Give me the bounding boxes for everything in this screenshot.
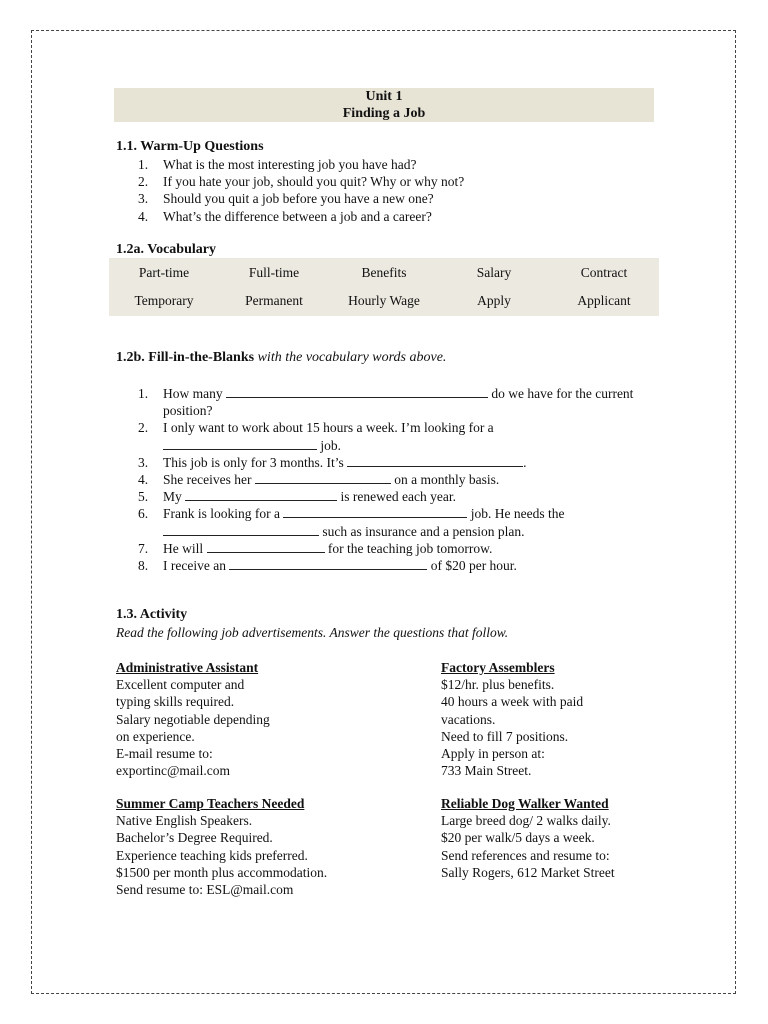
list-item: 4. What’s the difference between a job and a career?: [138, 208, 432, 224]
list-item: 6. Frank is looking for a job. He needs the such as insurance and a pension plan.: [138, 506, 565, 539]
list-item: 3. Should you quit a job before you have a new one?: [138, 191, 434, 207]
list-item: 8. I receive an of $20 per hour.: [138, 558, 517, 574]
warmup-list: [138, 156, 638, 225]
job-ad-title: Summer Camp Teachers Needed: [116, 796, 305, 811]
list-item: 5. My is renewed each year.: [138, 489, 456, 505]
job-ad: Reliable Dog Walker Wanted Large breed dog/ 2 walks daily. $20 per walk/5 days a week. Send references and resume to: Sally Rogers, 612 Market Street: [441, 795, 711, 881]
answer-blank[interactable]: [255, 471, 391, 484]
activity-heading: 1.3. Activity: [116, 607, 188, 622]
vocab-heading: 1.2a. Vocabulary: [116, 242, 216, 257]
answer-blank[interactable]: [226, 385, 488, 398]
job-ad-title: Administrative Assistant: [116, 660, 259, 675]
vocab-word: Hourly Wage: [348, 293, 420, 308]
vocab-word: Applicant: [577, 293, 631, 308]
job-ad-title: Reliable Dog Walker Wanted: [441, 796, 609, 811]
job-ad-title: Factory Assemblers: [441, 660, 555, 675]
unit-number: Unit 1: [114, 88, 654, 105]
vocab-word: Part-time: [138, 265, 190, 280]
answer-blank[interactable]: [163, 437, 317, 450]
list-item: 7. He will for the teaching job tomorrow.: [138, 540, 493, 556]
vocab-word: Apply: [477, 293, 511, 308]
answer-blank[interactable]: [207, 540, 325, 553]
answer-blank[interactable]: [283, 505, 467, 518]
job-ad: Summer Camp Teachers Needed Native English Speakers. Bachelor’s Degree Required. Experience teaching kids preferred. $1500 per month plus accommodation. Send resume to: ESL@mail.com: [116, 795, 426, 898]
vocab-table: [109, 258, 659, 316]
answer-blank[interactable]: [229, 557, 427, 570]
fill-heading: 1.2b. Fill-in-the-Blanks with the vocabulary words above.: [116, 350, 447, 365]
list-item: 1. What is the most interesting job you have had?: [138, 157, 417, 172]
vocab-word: Permanent: [245, 293, 303, 308]
list-item: 2. I only want to work about 15 hours a week. I’m looking for a job.: [138, 420, 494, 453]
job-ad: Factory Assemblers $12/hr. plus benefits. 40 hours a week with paid vacations. Need to fill 7 positions. Apply in person at: 733 Main Street.: [441, 659, 701, 779]
list-item: 3. This job is only for 3 months. It’s .: [138, 454, 527, 470]
fill-list: [138, 385, 638, 574]
answer-blank[interactable]: [163, 523, 319, 536]
list-item: 4. She receives her on a monthly basis.: [138, 472, 500, 488]
vocab-word: Contract: [580, 265, 628, 280]
answer-blank[interactable]: [185, 488, 337, 501]
vocab-word: Salary: [476, 265, 512, 280]
unit-title: Finding a Job: [114, 105, 654, 122]
activity-instruction: Read the following job advertisements. Answer the questions that follow.: [116, 625, 509, 640]
vocab-word: Full-time: [248, 265, 300, 280]
warmup-heading: 1.1. Warm-Up Questions: [116, 139, 264, 154]
vocab-word: Benefits: [361, 265, 407, 280]
list-item: 1. How many do we have for the current position?: [138, 386, 634, 419]
answer-blank[interactable]: [347, 454, 523, 467]
vocab-word: Temporary: [134, 293, 194, 308]
list-item: 2. If you hate your job, should you quit? Why or why not?: [138, 174, 465, 190]
job-ad: Administrative Assistant Excellent computer and typing skills required. Salary negotiable depending on experience. E-mail resume to: exportinc@mail.com: [116, 659, 416, 779]
